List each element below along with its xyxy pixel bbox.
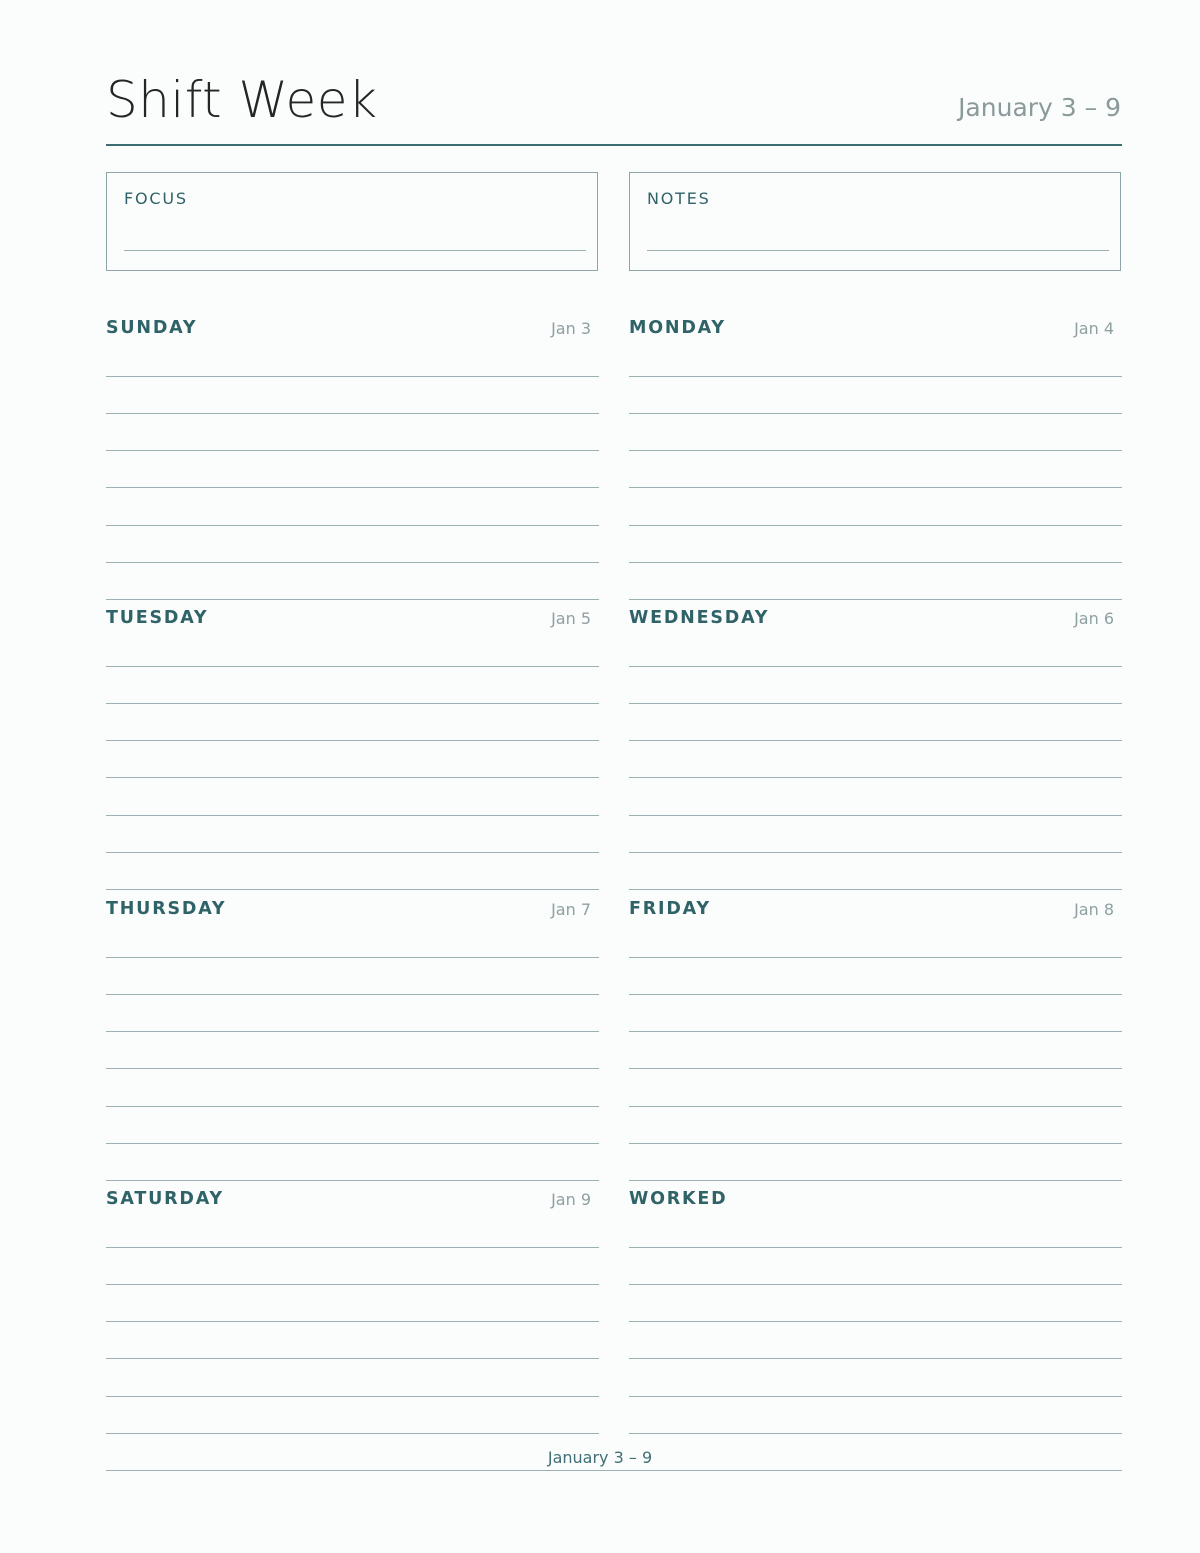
focus-write-line[interactable] [124, 250, 586, 251]
day-date: Jan 5 [551, 609, 591, 628]
footer-divider [106, 1470, 1122, 1471]
write-line[interactable] [106, 740, 599, 741]
write-line[interactable] [629, 562, 1122, 563]
write-line[interactable] [106, 525, 599, 526]
write-line[interactable] [106, 1106, 599, 1107]
write-line[interactable] [106, 1284, 599, 1285]
write-line[interactable] [106, 1433, 599, 1434]
write-line[interactable] [106, 1068, 599, 1069]
write-line[interactable] [629, 1321, 1122, 1322]
write-line[interactable] [629, 777, 1122, 778]
write-line[interactable] [106, 777, 599, 778]
write-line[interactable] [106, 889, 599, 890]
day-date: Jan 3 [551, 319, 591, 338]
write-line[interactable] [629, 889, 1122, 890]
notes-label: NOTES [647, 189, 711, 208]
write-line[interactable] [629, 1396, 1122, 1397]
write-line[interactable] [629, 413, 1122, 414]
write-line[interactable] [629, 957, 1122, 958]
title-divider [106, 144, 1122, 146]
write-line[interactable] [629, 994, 1122, 995]
write-line[interactable] [629, 815, 1122, 816]
day-date: Jan 7 [551, 900, 591, 919]
write-line[interactable] [106, 376, 599, 377]
write-line[interactable] [629, 1106, 1122, 1107]
day-name: WEDNESDAY [629, 608, 770, 628]
write-line[interactable] [106, 1180, 599, 1181]
day-date: Jan 6 [1074, 609, 1114, 628]
write-line[interactable] [106, 815, 599, 816]
write-line[interactable] [106, 562, 599, 563]
day-date: Jan 9 [551, 1190, 591, 1209]
write-line[interactable] [629, 525, 1122, 526]
day-name: SUNDAY [106, 318, 198, 338]
day-name: TUESDAY [106, 608, 209, 628]
write-line[interactable] [106, 957, 599, 958]
write-line[interactable] [629, 487, 1122, 488]
write-line[interactable] [106, 852, 599, 853]
write-line[interactable] [629, 1358, 1122, 1359]
day-name: SATURDAY [106, 1189, 224, 1209]
write-line[interactable] [106, 1396, 599, 1397]
day-name: FRIDAY [629, 899, 711, 919]
write-line[interactable] [629, 703, 1122, 704]
write-line[interactable] [629, 599, 1122, 600]
write-line[interactable] [106, 1031, 599, 1032]
write-line[interactable] [106, 1143, 599, 1144]
write-line[interactable] [629, 1068, 1122, 1069]
notes-write-line[interactable] [647, 250, 1109, 251]
day-date: Jan 4 [1074, 319, 1114, 338]
write-line[interactable] [629, 1433, 1122, 1434]
write-line[interactable] [629, 852, 1122, 853]
day-name: THURSDAY [106, 899, 227, 919]
write-line[interactable] [106, 994, 599, 995]
write-line[interactable] [106, 1247, 599, 1248]
write-line[interactable] [106, 450, 599, 451]
page-title: Shift Week [106, 71, 378, 129]
day-name: MONDAY [629, 318, 726, 338]
write-line[interactable] [629, 666, 1122, 667]
write-line[interactable] [629, 376, 1122, 377]
notes-box[interactable] [629, 172, 1121, 271]
write-line[interactable] [629, 1284, 1122, 1285]
focus-label: FOCUS [124, 189, 188, 208]
write-line[interactable] [106, 666, 599, 667]
write-line[interactable] [106, 487, 599, 488]
date-range: January 3 – 9 [958, 93, 1121, 122]
focus-box[interactable] [106, 172, 598, 271]
write-line[interactable] [106, 413, 599, 414]
write-line[interactable] [629, 1031, 1122, 1032]
write-line[interactable] [629, 1247, 1122, 1248]
day-name: WORKED [629, 1189, 728, 1209]
write-line[interactable] [106, 599, 599, 600]
write-line[interactable] [106, 1321, 599, 1322]
write-line[interactable] [629, 1143, 1122, 1144]
day-date: Jan 8 [1074, 900, 1114, 919]
write-line[interactable] [629, 450, 1122, 451]
write-line[interactable] [106, 703, 599, 704]
write-line[interactable] [629, 740, 1122, 741]
write-line[interactable] [106, 1358, 599, 1359]
footer-date-range: January 3 – 9 [547, 1448, 653, 1467]
write-line[interactable] [629, 1180, 1122, 1181]
